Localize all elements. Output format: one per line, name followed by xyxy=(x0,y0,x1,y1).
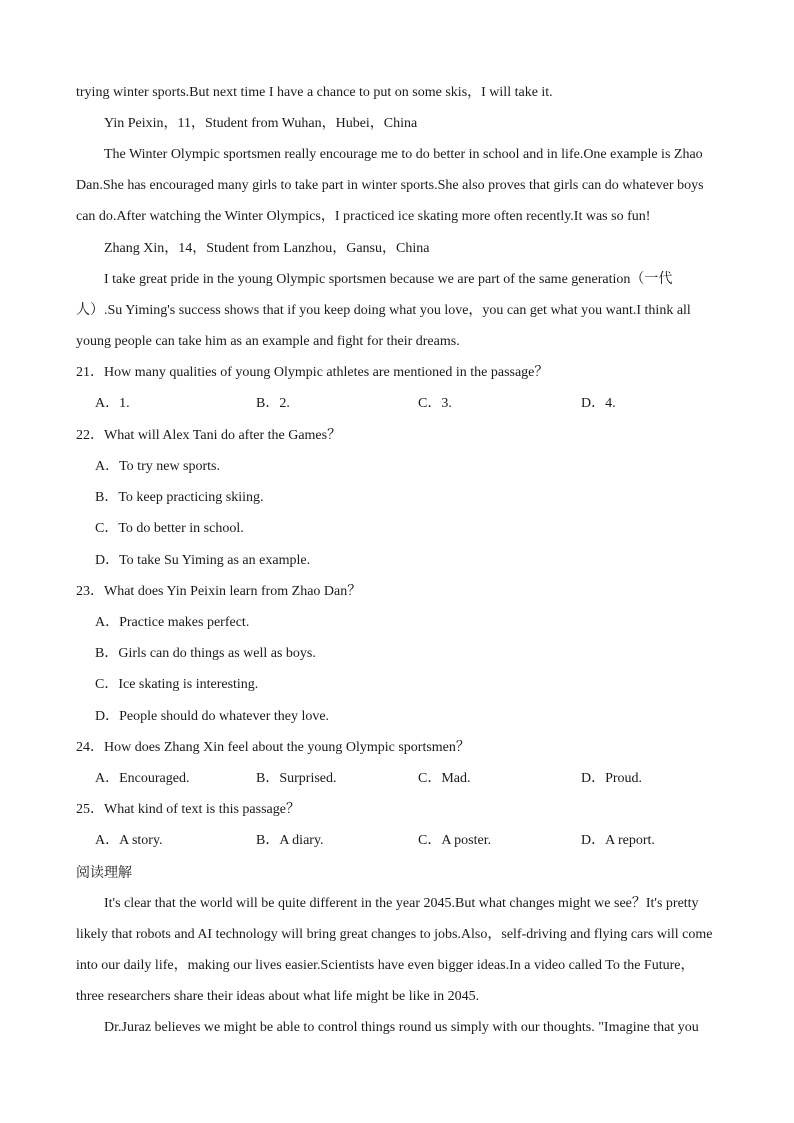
answer-option[interactable]: B．Girls can do things as well as boys. xyxy=(95,646,316,661)
answer-option[interactable]: D．A report. xyxy=(581,833,655,848)
question-stem: 25．What kind of text is this passage？ xyxy=(76,802,300,817)
question-stem: 22．What will Alex Tani do after the Games？ xyxy=(76,428,342,443)
question-stem: 23．What does Yin Peixin learn from Zhao Dan？ xyxy=(76,584,362,599)
passage-line: I take great pride in the young Olympic sportsmen because we are part of the same generation（一代 xyxy=(104,272,673,287)
passage-line: can do.After watching the Winter Olympics，I practiced ice skating more often recently.It was so fun! xyxy=(76,209,651,224)
answer-option[interactable]: C．To do better in school. xyxy=(95,521,244,536)
answer-option[interactable]: B．A diary. xyxy=(256,833,324,848)
answer-option[interactable]: A．Practice makes perfect. xyxy=(95,615,250,630)
passage-line: 人）.Su Yiming's success shows that if you keep doing what you love，you can get what you want.I think all xyxy=(76,303,691,318)
answer-option[interactable]: A．A story. xyxy=(95,833,163,848)
answer-option[interactable]: A．To try new sports. xyxy=(95,459,221,474)
student-caption: Zhang Xin，14，Student from Lanzhou，Gansu，China xyxy=(104,241,430,256)
passage-line: The Winter Olympic sportsmen really encourage me to do better in school and in life.One example is Zhao xyxy=(104,147,703,162)
passage-line: Dan.She has encouraged many girls to take part in winter sports.She also proves that girls can do whatever boys xyxy=(76,178,704,193)
passage-line: into our daily life，making our lives easier.Scientists have even bigger ideas.In a video called To the Future， xyxy=(76,958,695,973)
passage-line: It's clear that the world will be quite different in the year 2045.But what changes might we see？It's pretty xyxy=(104,896,699,911)
answer-option[interactable]: C．Ice skating is interesting. xyxy=(95,677,259,692)
answer-option[interactable]: A．Encouraged. xyxy=(95,771,190,786)
student-caption: Yin Peixin，11，Student from Wuhan，Hubei，China xyxy=(104,116,418,131)
answer-option[interactable]: C．3. xyxy=(418,396,452,411)
answer-option[interactable]: C．Mad. xyxy=(418,771,471,786)
passage-line: young people can take him as an example and fight for their dreams. xyxy=(76,334,460,349)
answer-option[interactable]: B．To keep practicing skiing. xyxy=(95,490,264,505)
answer-option[interactable]: D．Proud. xyxy=(581,771,643,786)
answer-option[interactable]: D．To take Su Yiming as an example. xyxy=(95,553,311,568)
answer-option[interactable]: C．A poster. xyxy=(418,833,492,848)
answer-option[interactable]: D．People should do whatever they love. xyxy=(95,709,330,724)
passage-line: likely that robots and AI technology will bring great changes to jobs.Also，self-driving and flying cars will come xyxy=(76,927,713,942)
passage-line: trying winter sports.But next time I have a chance to put on some skis，I will take it. xyxy=(76,85,553,100)
section-heading: 阅读理解 xyxy=(76,865,132,881)
question-stem: 21．How many qualities of young Olympic athletes are mentioned in the passage？ xyxy=(76,365,549,380)
answer-option[interactable]: B．2. xyxy=(256,396,290,411)
answer-option[interactable]: D．4. xyxy=(581,396,616,411)
passage-line: three researchers share their ideas about what life might be like in 2045. xyxy=(76,989,480,1004)
answer-option[interactable]: A．1. xyxy=(95,396,130,411)
passage-line: Dr.Juraz believes we might be able to control things round us simply with our thoughts. "Imagine that you xyxy=(104,1020,699,1035)
answer-option[interactable]: B．Surprised. xyxy=(256,771,337,786)
question-stem: 24．How does Zhang Xin feel about the young Olympic sportsmen？ xyxy=(76,740,470,755)
